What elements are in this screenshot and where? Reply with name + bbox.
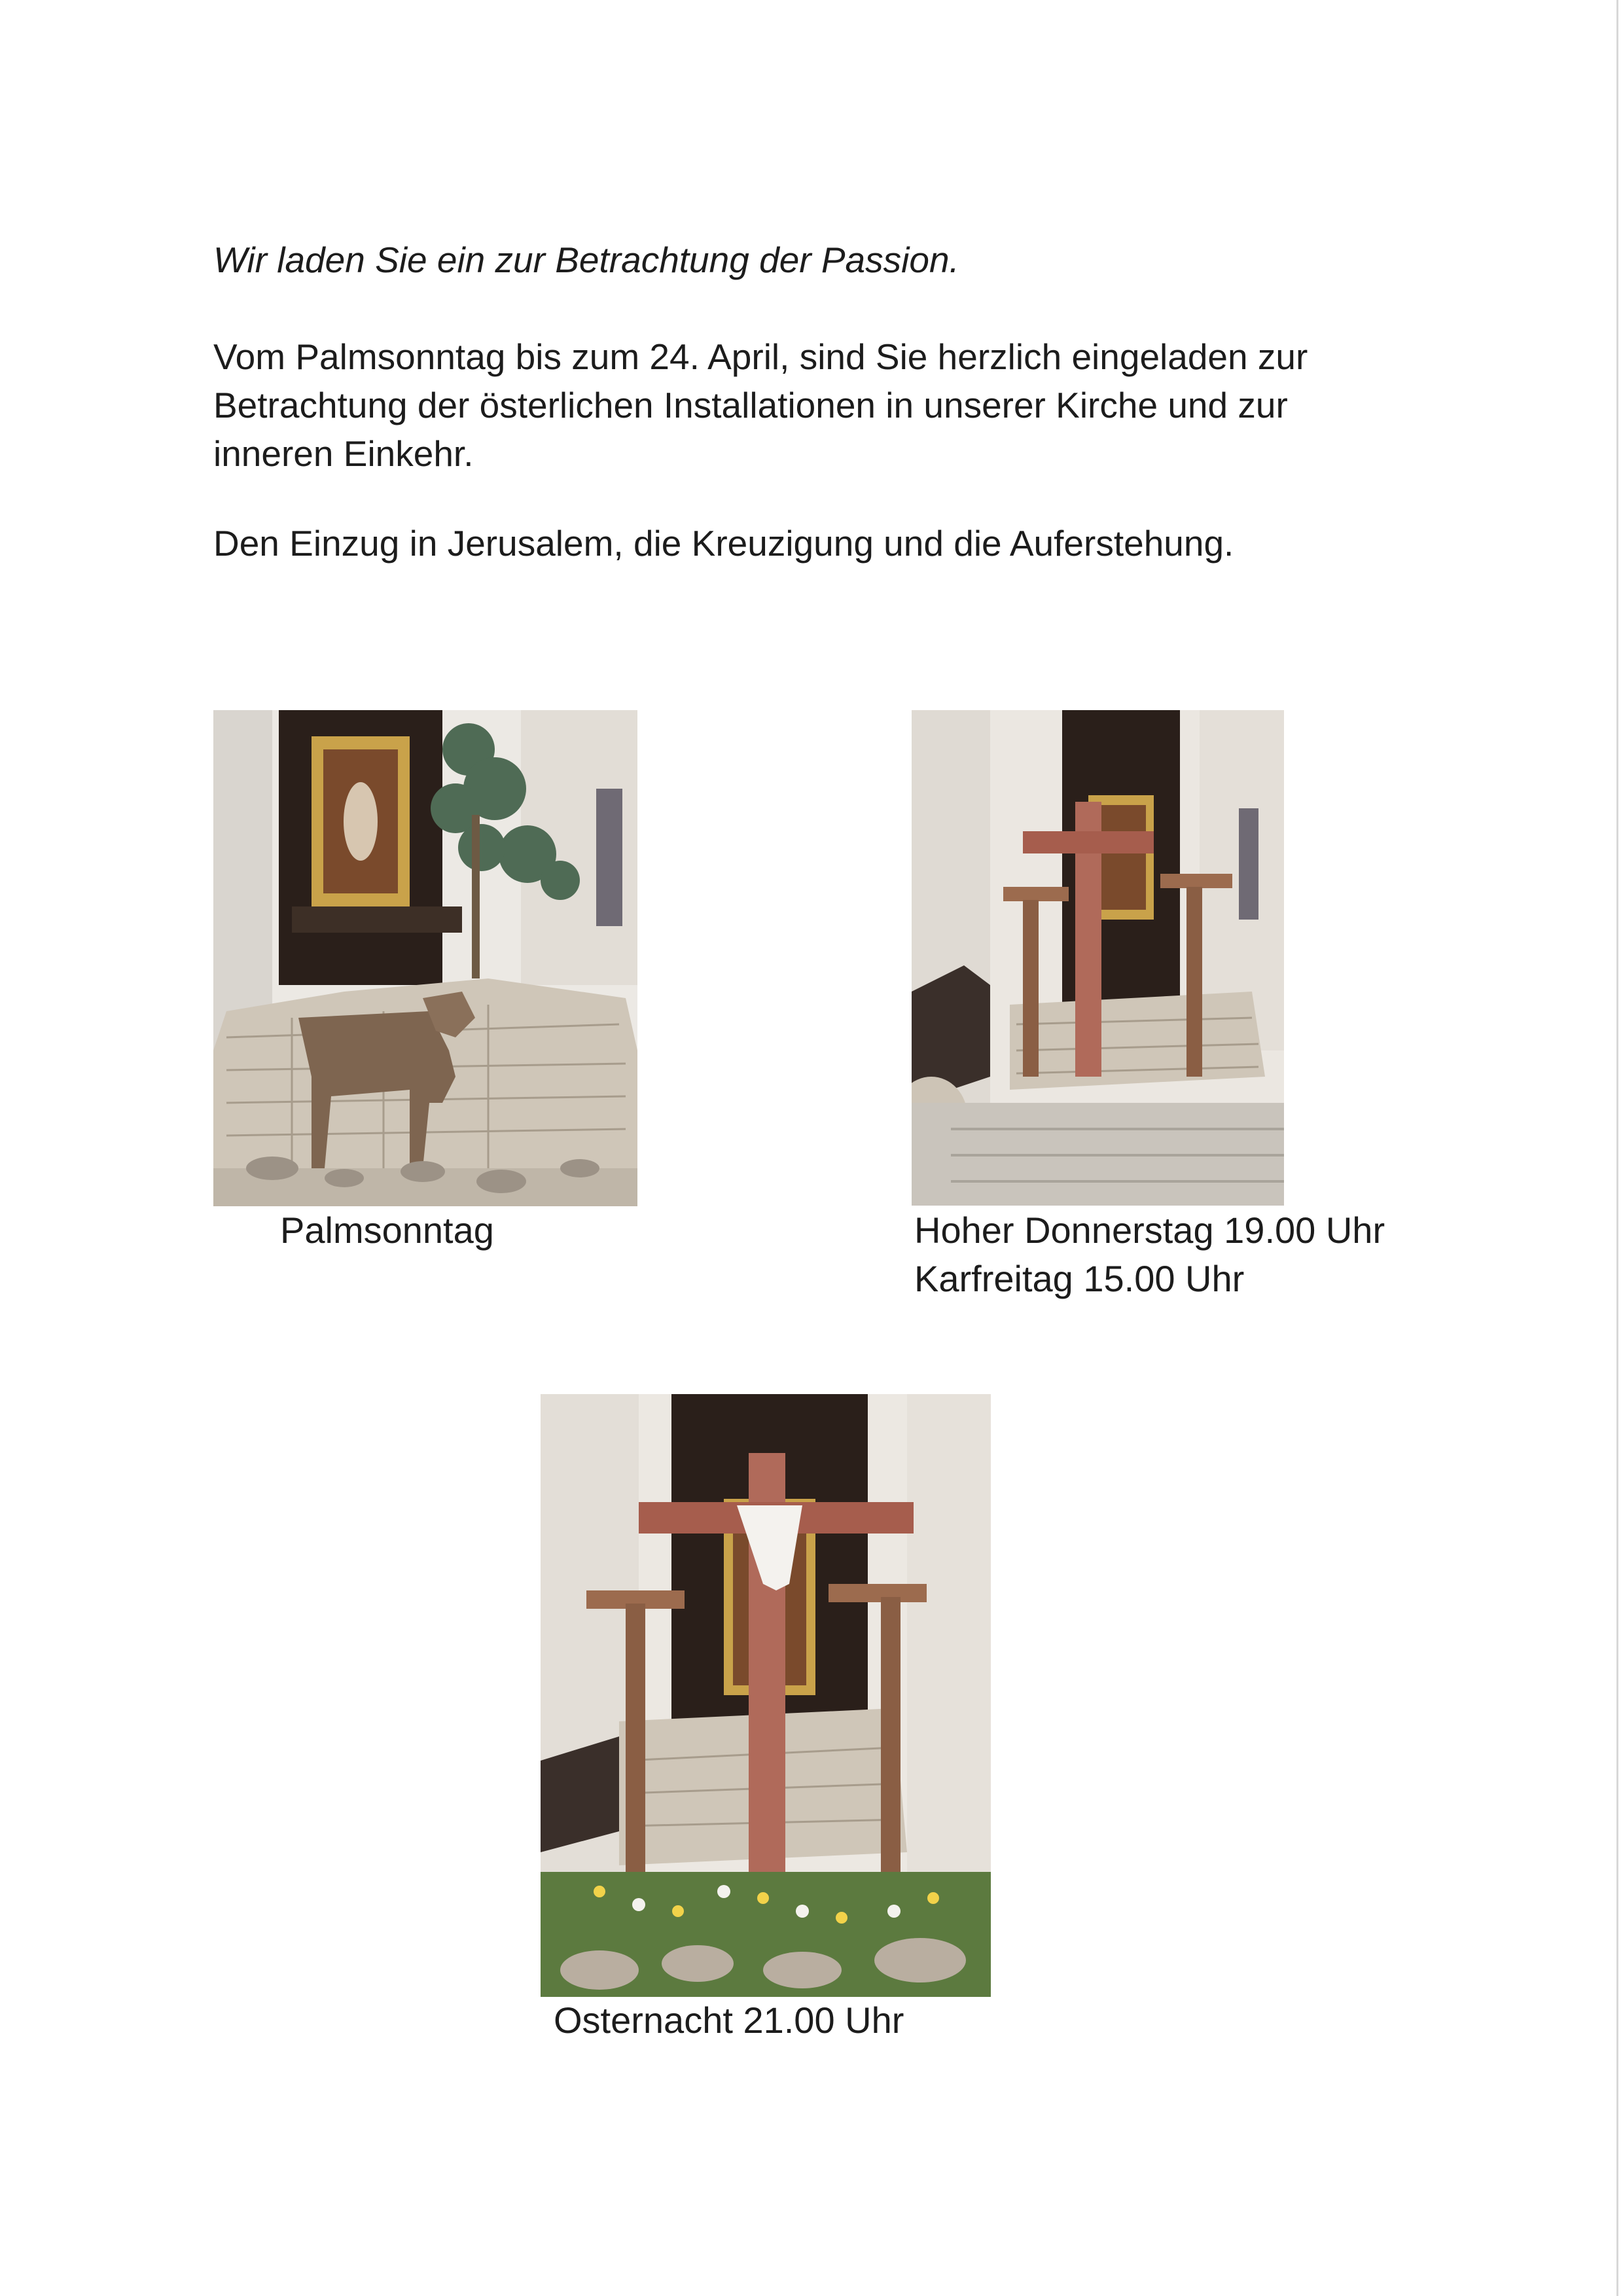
invitation-line-3: inneren Einkehr. (213, 433, 474, 474)
intro-line: Wir laden Sie ein zur Betrachtung der Passion. (213, 240, 959, 280)
caption-hoher-donnerstag (914, 1206, 1385, 1303)
crosses-illustration (912, 710, 1284, 1206)
caption-osternacht: Osternacht 21.00 Uhr (554, 2000, 904, 2041)
invitation-line-2: Betrachtung der österlichen Installationen in unserer Kirche und zur (213, 385, 1288, 425)
themes-line: Den Einzug in Jerusalem, die Kreuzigung und die Auferstehung. (213, 523, 1234, 564)
easter-crosses-illustration (541, 1394, 991, 1997)
caption-palmsonntag: Palmsonntag (280, 1210, 494, 1251)
photo-osternacht (541, 1394, 991, 1997)
caption-line-karfreitag: Karfreitag 15.00 Uhr (914, 1258, 1245, 1299)
photo-hoher-donnerstag (912, 710, 1284, 1206)
caption-line-hoher-donnerstag: Hoher Donnerstag 19.00 Uhr (914, 1210, 1385, 1251)
invitation-paragraph (213, 332, 1308, 478)
photo-palmsonntag (213, 710, 637, 1206)
palmsonntag-illustration (213, 710, 637, 1206)
invitation-line-1: Vom Palmsonntag bis zum 24. April, sind Sie herzlich eingeladen zur (213, 336, 1308, 377)
scan-edge (1616, 0, 1618, 2296)
